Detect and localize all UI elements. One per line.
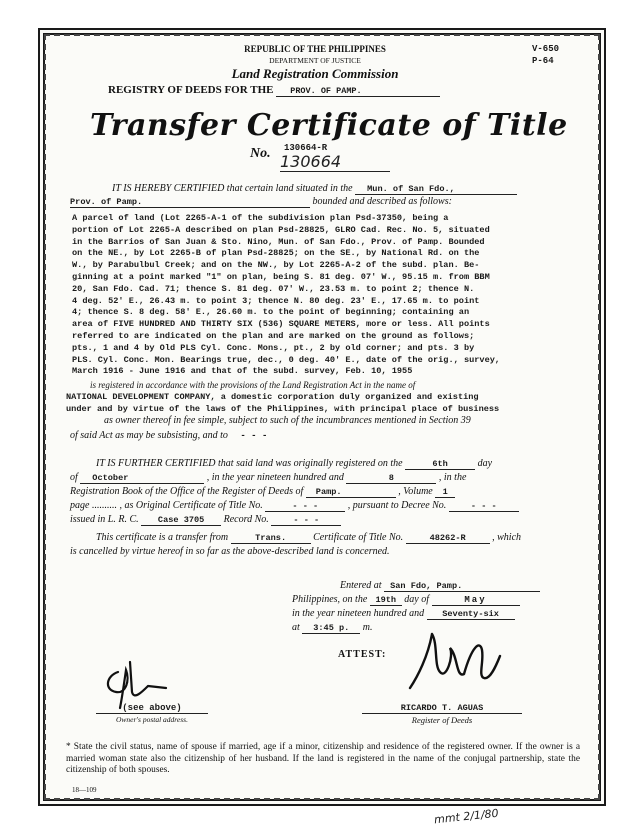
- registry-book-value: Pamp.: [306, 487, 396, 498]
- decree-value: - - -: [449, 501, 519, 512]
- further-line-2: [70, 472, 466, 484]
- form-number: 18—109: [72, 786, 97, 794]
- certify-province: Prov. of Pamp.: [70, 197, 310, 208]
- republic-heading: REPUBLIC OF THE PHILIPPINES: [244, 44, 386, 54]
- registry-book: Registration Book of the Office of the Register of Deeds of: [70, 486, 304, 497]
- commission-heading: Land Registration Commission: [231, 66, 399, 81]
- further-line-1: [96, 458, 492, 470]
- registry-label: [108, 84, 440, 97]
- year-suffix: , in the: [438, 472, 467, 483]
- record-label: Record No.: [223, 514, 269, 525]
- transfer-suffix: , which: [492, 532, 522, 543]
- decree-label: , pursuant to Decree No.: [347, 500, 447, 511]
- owner-postal-block: [96, 697, 208, 724]
- philippines-label: Philippines, on the: [292, 594, 368, 605]
- description-line: March 1916 - June 1916 and that of the subd. survey, Feb. 10, 1955: [72, 366, 413, 377]
- record-value: - - -: [271, 515, 341, 526]
- description-line: portion of Lot 2265-A described on plan Psd-28825, GLRO Cad. Rec. No. 5, situated: [72, 224, 490, 235]
- description-line: 4; thence S. 8 deg. 58' E., 26.60 m. to the point of beginning; containing an: [72, 307, 470, 318]
- description-line: on the NE., by Lot 2265-B of plan Psd-28825; on the SE., by National Rd. on the: [72, 248, 480, 259]
- transfer-line-2: is cancelled by virtue hereof in so far as the above-described land is concerned.: [70, 546, 390, 557]
- owner-name: NATIONAL DEVELOPMENT COMPANY, a domestic corporation duly organized and existing: [66, 392, 479, 402]
- m-label: m.: [362, 622, 373, 633]
- certify-bounded: bounded and described as follows:: [312, 196, 452, 207]
- entry-year-label: in the year nineteen hundred and: [292, 608, 425, 619]
- owner-postal-value: (see above): [96, 703, 208, 714]
- attest-label: ATTEST:: [338, 649, 387, 660]
- description-line: ginning at a point marked "1" on plan, being S. 81 deg. 07' W., 95.15 m. from BBM: [72, 271, 490, 282]
- entered-label: Entered at: [340, 580, 382, 591]
- page-label: page: [70, 500, 90, 511]
- transfer-from: Trans.: [231, 533, 311, 544]
- day-label: day: [477, 458, 493, 469]
- of-label: of: [70, 472, 78, 483]
- act-line: [70, 430, 267, 441]
- land-description: [72, 213, 572, 378]
- register-name: RICARDO T. AGUAS: [362, 703, 522, 714]
- volume-label: , Volume: [398, 486, 433, 497]
- register-block: [362, 697, 522, 725]
- document-title: Transfer Certificate of Title: [90, 108, 568, 143]
- description-line: A parcel of land (Lot 2265-A-1 of the subdivision plan Psd-37350, being a: [72, 213, 449, 223]
- page-blank: ..........: [91, 500, 117, 511]
- number-typed: 130664-R: [284, 143, 328, 153]
- transfer-tct: 48262-R: [406, 533, 490, 544]
- department-heading: DEPARTMENT OF JUSTICE: [269, 56, 361, 65]
- transfer-prefix: This certificate is a transfer from: [96, 532, 229, 543]
- description-line: referred to are indicated on the plan and are marked on the ground as follows;: [72, 330, 475, 341]
- register-caption: Register of Deeds: [411, 715, 473, 725]
- transfer-line-1: [96, 532, 521, 544]
- entered-line: [340, 580, 540, 592]
- act-value: - - -: [240, 431, 268, 441]
- lrc-label: issued in L. R. C.: [70, 514, 139, 525]
- day-of-label: day of: [404, 594, 429, 605]
- entry-day: 19th: [370, 595, 402, 606]
- year-text: , in the year nineteen hundred and: [206, 472, 344, 483]
- form-code-top: V-650: [532, 44, 560, 54]
- oct-value: - - -: [265, 501, 345, 512]
- further-line-3: [70, 486, 455, 498]
- owner-name-2: under and by virtue of the laws of the Philippines, with principal place of business: [66, 404, 500, 414]
- certify-location: Mun. of San Fdo.,: [355, 184, 517, 195]
- entered-value: San Fdo, Pamp.: [384, 581, 540, 592]
- further-line-4: [70, 500, 519, 512]
- registered-year: 8: [346, 473, 436, 484]
- form-code-bottom: P-64: [532, 56, 554, 66]
- footnote: * State the civil status, name of spouse if married, age if a minor, citizenship and residence of the registered owner. If the owner is a married woman state also the citizenship of her husband. If the land is registered in the name of the conjugal partnership, state the citizenship of both spouses.: [66, 742, 580, 775]
- description-line: PLS. Cyl. Conc. Mon. Bearings true, dec., 0 deg. 40' E., date of the orig., survey,: [72, 354, 501, 365]
- at-label: at: [292, 622, 300, 633]
- entry-month: May: [432, 595, 520, 606]
- bottom-handwritten-note: mmt 2/1/80: [433, 806, 500, 827]
- certify-line: [112, 183, 517, 195]
- entry-time: 3:45 p.: [302, 623, 360, 634]
- entry-year: Seventy-six: [427, 609, 515, 620]
- description-line: 4 deg. 52' E., 26.43 m. to point 3; thence N. 80 deg. 23' E., 17.65 m. to point: [72, 295, 480, 306]
- further-prefix: IT IS FURTHER CERTIFIED that said land was originally registered on the: [96, 458, 403, 469]
- register-signature-scribble: [388, 626, 508, 706]
- lrc-value: Case 3705: [141, 515, 221, 526]
- registered-day: 6th: [405, 459, 475, 470]
- number-handwritten: 130664: [280, 152, 390, 172]
- owner-suffix: as owner thereof in fee simple, subject to such of the incumbrances mentioned in Section 39: [104, 415, 471, 426]
- entry-year-line: [292, 608, 515, 620]
- registered-month: October: [80, 473, 204, 484]
- act-line-text: of said Act as may be subsisting, and to: [70, 430, 228, 441]
- oct-label: , as Original Certificate of Title No.: [119, 500, 263, 511]
- description-line: W., by Parabulbul Creek; and on the NW., by Lot 2265-A-2 of the subd. plan. Be-: [72, 260, 480, 271]
- certify-prefix: IT IS HEREBY CERTIFIED that certain land situated in the: [112, 183, 353, 194]
- registry-value: PROV. OF PAMP.: [276, 86, 440, 97]
- entry-time-line: [292, 622, 373, 634]
- description-line: 20, San Fdo. Cad. 71; thence S. 81 deg. 07' W., 23.53 m. to point 2; thence N.: [72, 283, 475, 294]
- owner-postal-caption: Owner's postal address.: [116, 715, 188, 724]
- further-line-5: [70, 514, 341, 526]
- province-line: [70, 196, 452, 208]
- description-line: in the Barrios of San Juan & Sto. Nino, Mun. of San Fdo., Prov. of Pamp. Bounded: [72, 236, 485, 247]
- registered-line: is registered in accordance with the provisions of the Land Registration Act in the name of: [90, 380, 416, 390]
- entry-date-line: [292, 594, 520, 606]
- number-label: No.: [250, 146, 271, 161]
- transfer-mid: Certificate of Title No.: [313, 532, 404, 543]
- volume-value: 1: [435, 487, 455, 498]
- registry-label-text: REGISTRY OF DEEDS FOR THE: [108, 84, 274, 96]
- certificate-number: [250, 143, 342, 171]
- description-line: area of FIVE HUNDRED AND THIRTY SIX (536) SQUARE METERS, more or less. All points: [72, 319, 490, 330]
- description-line: pts., 1 and 4 by Old PLS Cyl. Conc. Mons., pt., 2 by old corner; and pts. 3 by: [72, 342, 475, 353]
